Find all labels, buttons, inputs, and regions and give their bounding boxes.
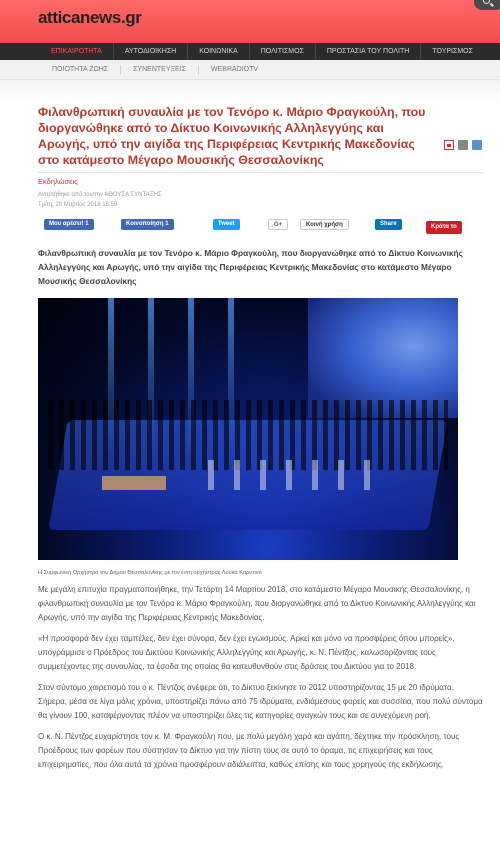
article-author: Αναρτήθηκε από τον/την ΑΘΟΥΣΑ ΣΥΝΤΑΞΗΣ (38, 192, 162, 198)
photo-caption: Η Συμφωνική Ορχήστρα του Δήμου Θεσσαλονίκης με τον έντη ορχήστρας Λουκά Καρυτινό (38, 570, 262, 576)
concert-photo (38, 298, 458, 560)
nav-item-aftodioikisi[interactable]: ΑΥΤΟΔΙΟΙΚΗΣΗ (114, 43, 188, 60)
header-spacer (0, 80, 500, 103)
title-divider (38, 172, 484, 173)
main-nav (0, 43, 500, 60)
print-icon[interactable] (458, 140, 468, 150)
article (38, 104, 484, 772)
share-bar (38, 215, 484, 237)
nav-item-politismos[interactable]: ΠΟΛΙΤΙΣΜΟΣ (250, 43, 316, 60)
article-paragraph: «Η προσφορά δεν έχει ταμπέλες, δεν έχει σύνορα, δεν έχει εγωισμούς. Αρκεί και μόνο να προσφέρεις όπου μπορείς», υπογράμμισε ο Πρόεδρος του Δικτύου Κοινωνικής Αλληλεγγύης και Αρωγής, κ. Ν. Πέντζος, καλωσορίζοντας τους συμμετέχοντες της συναυλίας, τα έσοδα της οποίας θα κατευθυνθούν στις δράσεις του Δικτύου για το 2018. (38, 634, 455, 671)
facebook-share-button[interactable]: Κοινοποίηση 1 (121, 219, 174, 230)
linkedin-share-button[interactable]: Share (375, 219, 402, 230)
nav-item-prostasia[interactable]: ΠΡΟΣΤΑΣΙΑ ΤΟΥ ΠΟΛΙΤΗ (316, 43, 421, 60)
article-date: Τρίτη, 20 Μαρτίος 2018 18:59 (38, 202, 118, 208)
article-title: Φιλανθρωπική συναυλία με τον Τενόρο κ. Μάριο Φραγκούλη, που διοργανώθηκε από το Δίκτυο Κοινωνικής Αλληλεγγύης και Αρωγής, υπό την αιγίδα της Περιφέρειας Κεντρικής Μακεδονίας στο κατάμεστο Μέγαρο Μουσικής Θεσσαλονίκης (38, 105, 426, 167)
search-button[interactable] (474, 0, 500, 10)
google-share-button[interactable]: Κοινή χρήση (300, 219, 349, 230)
pinterest-save-button[interactable]: Κράτα το (426, 221, 462, 234)
subnav-item-poiotita-zois[interactable]: ΠΟΙΟΤΗΤΑ ΖΩΗΣ (40, 65, 121, 75)
tweet-button[interactable]: Tweet (213, 219, 240, 230)
nav-item-epikairotita[interactable]: ΕΠΙΚΑΙΡΟΤΗΤΑ (40, 43, 114, 60)
article-tools (444, 140, 482, 150)
nav-item-koinonika[interactable]: ΚΟΙΝΩΝΙΚΑ (188, 43, 249, 60)
search-icon (483, 0, 490, 4)
article-paragraph: Στον σύντομο χαιρετισμό του ο κ. Πέντζος ανέφερε ότι, το Δίκτυο ξεκίνησε το 2012 υποστηρίζοντας 15 με 20 ιδρύματα. Σήμερα, μέσα σε λίγα μόλις χρόνια, υποστηρίζει πάνω από 75 ιδρύματα, ενδιάμεσους φορείς και συσσίτια, που πολύ σύντομα θα γίνουν 100, καταφέρνοντας πλέον να υποστηρίζει όλες τις κατηγορίες αναγκών τους και σε συνεχόμενη ροή. (38, 683, 483, 720)
sub-nav (0, 60, 500, 80)
article-meta (38, 190, 484, 210)
facebook-like-button[interactable]: Μου αρέσει! 1 (44, 219, 94, 230)
conductor-podium (102, 476, 166, 490)
site-logo[interactable] (38, 8, 141, 28)
subnav-item-synenteuxeis[interactable]: ΣΥΝΕΝΤΕΥΞΕΙΣ (121, 65, 199, 75)
logo-tld: .gr (120, 8, 142, 27)
pdf-icon[interactable] (444, 140, 454, 150)
article-paragraph: Ο κ. Ν. Πέντζος ευχαρίστησε τον κ. Μ. Φραγκούλη που, με πολύ μεγάλη χαρά και αγάπη, δέχτηκε την πρόσκληση, τους Προέδρους των φορέων που σύστησαν το Δίκτυο για την πίστη τους σε αυτό το όραμα, τις επιχειρήσεις και τους επιχειρηματίες, που όλα αυτά τα χρόνια προσφέρουν αδιάλειπτα, καθώς επίσης και τους χορηγούς της εκδήλωσης. (38, 732, 460, 769)
article-category[interactable]: Εκδηλώσεις (38, 177, 78, 186)
logo-text: atticanews (38, 8, 121, 27)
email-icon[interactable] (472, 140, 482, 150)
article-paragraph: Με μεγάλη επιτυχία πραγματοποιήθηκε, την Τετάρτη 14 Μαρτίου 2018, στο κατάμεστο Μέγαρο Μουσικής Θεσσαλονίκης, η φιλανθρωπική συναυλία με τον Τενόρο κ. Μάριο Φραγκούλη, που διοργανώθηκε από το Δίκτυο Κοινωνικής Αλληλεγγύης και Αρωγής, υπό την αιγίδα της Περιφέρειας Κεντρικής Μακεδονίας. (38, 585, 476, 622)
nav-item-tourismos[interactable]: ΤΟΥΡΙΣΜΟΣ (432, 48, 473, 55)
article-lead: Φιλανθρωπική συναυλία με τον Τενόρο κ. Μάριο Φραγκούλη, που διοργανώθηκε από το Δίκτυο Κοινωνικής Αλληλεγγύης και Αρωγής, υπό την αιγίδα της Περιφέρειας Κεντρικής Μακεδονίας στο κατάμεστο Μέγαρο Μουσικής Θεσσαλονίκης (38, 248, 463, 286)
google-plus-button[interactable]: G+ (268, 219, 288, 230)
subnav-item-webradiotv[interactable]: WEBRADIOTV (211, 65, 259, 73)
site-header (0, 0, 500, 43)
music-stands (208, 460, 388, 490)
